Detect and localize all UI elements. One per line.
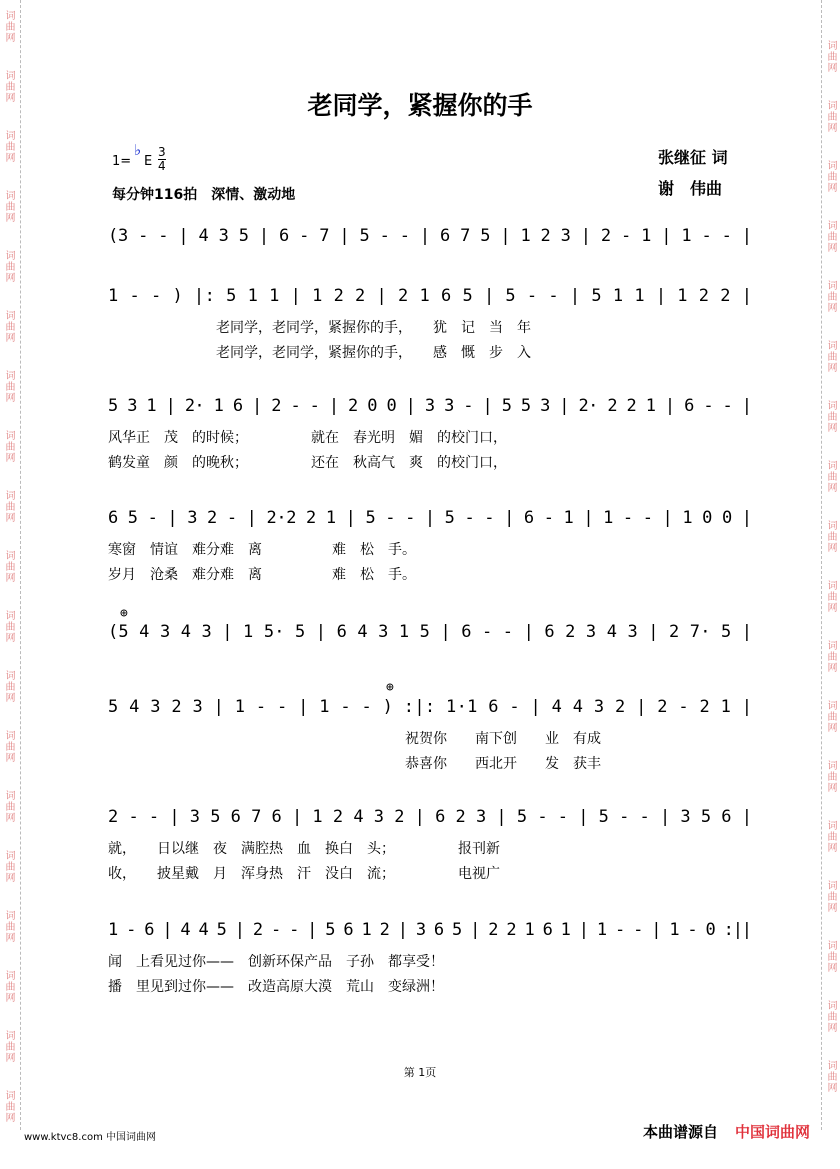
watermark-text: 词曲网: [3, 310, 14, 343]
watermark-text: 词曲网: [825, 220, 836, 253]
watermark-text: 词曲网: [3, 130, 14, 163]
notation-line: 5 4 3 2 3 | 1 - - | 1 - - ) :|: 1·1 6 - | 4 4 3 2 | 2 - 2 1 |: [108, 697, 752, 717]
watermark-text: 词曲网: [3, 70, 14, 103]
composer-credit: 谢 伟曲: [658, 179, 723, 198]
watermark-text: 词曲网: [825, 1060, 836, 1093]
notation-line: 5 3 1 | 2· 1 6 | 2 - - | 2 0 0 | 3 3 - | 5 5 3 | 2· 2 2 1 | 6 - - |: [108, 396, 752, 416]
watermark-text: 词曲网: [825, 700, 836, 733]
watermark-text: 词曲网: [825, 40, 836, 73]
song-title: 老同学，紧握你的手: [307, 91, 533, 120]
watermark-text: 词曲网: [3, 550, 14, 583]
segno-icon: ⊕: [120, 606, 128, 621]
watermark-text: 词曲网: [3, 430, 14, 463]
watermark-text: 词曲网: [3, 1030, 14, 1063]
watermark-text: 词曲网: [825, 160, 836, 193]
watermark-text: 词曲网: [825, 340, 836, 373]
watermark-text: 词曲网: [3, 1090, 14, 1123]
tempo-marking: 每分钟116拍 深情、激动地: [112, 187, 296, 203]
watermark-text: 词曲网: [3, 970, 14, 1003]
watermark-text: 词曲网: [3, 850, 14, 883]
lyric-line: 老同学，老同学，紧握你的手， 感 慨 步 入: [216, 345, 531, 361]
segno-icon: ⊕: [386, 680, 394, 695]
watermark-text: 词曲网: [3, 790, 14, 823]
lyric-line: 寒窗 情谊 难分难 离 难 松 手。: [108, 542, 416, 558]
watermark-text: 词曲网: [825, 880, 836, 913]
watermark-text: 词曲网: [3, 490, 14, 523]
watermark-text: 词曲网: [3, 910, 14, 943]
key-prefix: 1=: [112, 154, 132, 169]
notation-line: 6 5 - | 3 2 - | 2·2 2 1 | 5 - - | 5 - - | 6 - 1 | 1 - - | 1 0 0 |: [108, 508, 752, 528]
watermark-text: 词曲网: [825, 400, 836, 433]
watermark-text: 词曲网: [825, 520, 836, 553]
watermark-text: 词曲网: [825, 1000, 836, 1033]
page-number: 第 1页: [403, 1066, 437, 1079]
brand-link[interactable]: 中国词曲网: [734, 1123, 810, 1141]
watermark-text: 词曲网: [825, 460, 836, 493]
watermark-text: 词曲网: [3, 370, 14, 403]
watermark-text: 词曲网: [825, 820, 836, 853]
lyric-line: 祝贺你 南下创 业 有成: [405, 731, 601, 747]
flat-icon: ♭: [134, 141, 142, 159]
watermark-text: 词曲网: [825, 580, 836, 613]
lyric-line: 恭喜你 西北开 发 获丰: [405, 756, 601, 772]
lyric-line: 闻 上看见过你—— 创新环保产品 子孙 都享受！: [108, 954, 444, 970]
watermark-text: 词曲网: [3, 610, 14, 643]
lyric-line: 老同学，老同学，紧握你的手， 犹 记 当 年: [216, 320, 531, 336]
watermark-text: 词曲网: [3, 250, 14, 283]
time-bottom: 4: [158, 159, 166, 173]
lyricist-credit: 张继征 词: [658, 148, 728, 167]
lyric-line: 收， 披星戴 月 浑身热 汗 没白 流； 电视广: [108, 866, 500, 882]
notation-line: 1 - - ) |: 5 1 1 | 1 2 2 | 2 1 6 5 | 5 - - | 5 1 1 | 1 2 2 |: [108, 286, 752, 306]
watermark-text: 词曲网: [825, 280, 836, 313]
lyric-line: 就， 日以继 夜 满腔热 血 换白 头； 报刊新: [108, 841, 500, 857]
watermark-text: 词曲网: [825, 940, 836, 973]
watermark-text: 词曲网: [825, 100, 836, 133]
watermark-text: 词曲网: [3, 730, 14, 763]
watermark-text: 词曲网: [3, 190, 14, 223]
time-top: 3: [158, 145, 166, 159]
watermark-text: 词曲网: [3, 670, 14, 703]
lyric-line: 风华正 茂 的时候； 就在 春光明 媚 的校门口，: [108, 430, 507, 446]
site-url: www.ktvc8.com 中国词曲网: [24, 1132, 157, 1143]
lyric-line: 播 里见到过你—— 改造高原大漠 荒山 变绿洲！: [108, 979, 444, 995]
lyric-line: 鹤发童 颜 的晚秋； 还在 秋高气 爽 的校门口，: [108, 455, 507, 471]
notation-line: 1 - 6 | 4 4 5 | 2 - - | 5 6 1 2 | 3 6 5 | 2 2 1 6 1 | 1 - - | 1 - 0 :||: [108, 920, 752, 940]
notation-line: 2 - - | 3 5 6 7 6 | 1 2 4 3 2 | 6 2 3 | 5 - - | 5 - - | 3 5 6 |: [108, 807, 752, 827]
notation-line: (3 - - | 4 3 5 | 6 - 7 | 5 - - | 6 7 5 | 1 2 3 | 2 - 1 | 1 - - |: [108, 226, 752, 246]
watermark-text: 词曲网: [825, 760, 836, 793]
notation-line: (5 4 3 4 3 | 1 5· 5 | 6 4 3 1 5 | 6 - - | 6 2 3 4 3 | 2 7· 5 |: [108, 622, 752, 642]
source-label: 本曲谱源自: [642, 1123, 718, 1141]
key-note: E: [144, 154, 153, 169]
watermark-text: 词曲网: [3, 10, 14, 43]
watermark-text: 词曲网: [825, 640, 836, 673]
lyric-line: 岁月 沧桑 难分难 离 难 松 手。: [108, 567, 416, 583]
